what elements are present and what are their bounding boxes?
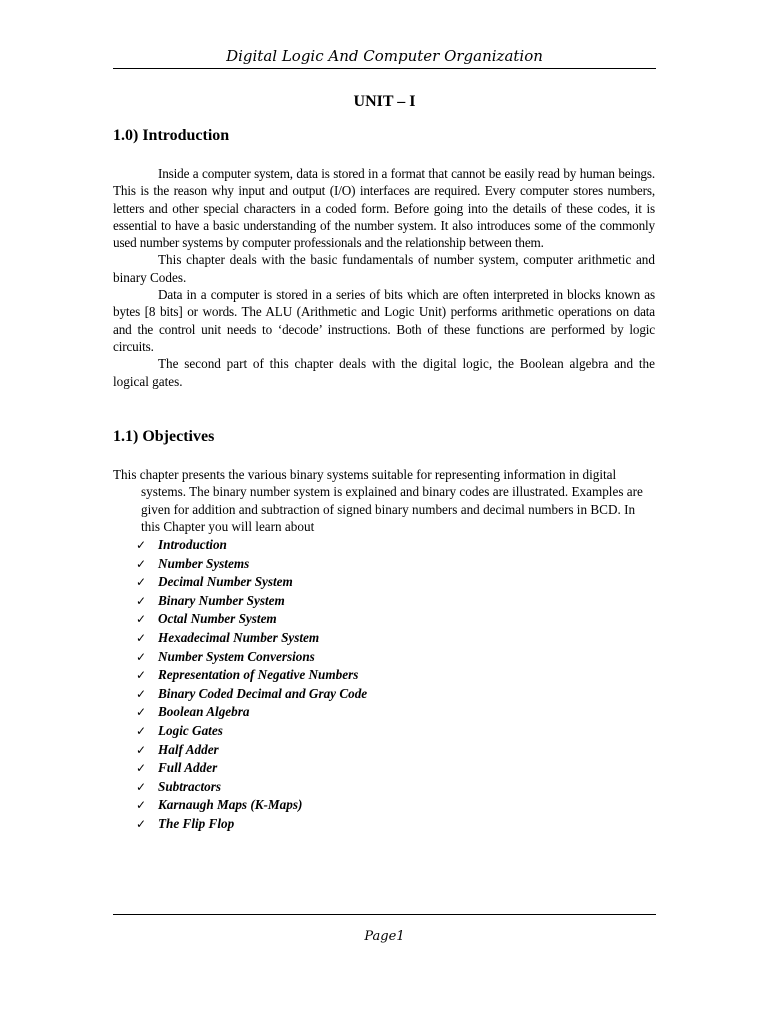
introduction-paragraph: Data in a computer is stored in a series of bits which are often interpreted in blocks known as bytes [8 bits] or words. The ALU (Arithmetic and Logic Unit) performs arithmetic operations on data and the control unit needs to ‘decode’ instructions. Both of these functions are performed by logic circuits. bbox=[113, 287, 655, 354]
checkmark-icon: ✓ bbox=[136, 798, 147, 813]
list-item bbox=[136, 610, 367, 629]
topic-label: Introduction bbox=[158, 537, 227, 552]
topic-label: Hexadecimal Number System bbox=[158, 629, 320, 645]
list-item bbox=[136, 685, 367, 704]
topic-label: Number System Conversions bbox=[158, 648, 315, 664]
topic-label: Octal Number System bbox=[158, 611, 277, 627]
list-item bbox=[136, 796, 367, 815]
list-item bbox=[136, 592, 367, 611]
topic-label: Binary Number System bbox=[158, 592, 285, 608]
introduction-paragraph: This chapter deals with the basic fundamentals of number system, computer arithmetic and binary Codes. bbox=[113, 252, 655, 285]
list-item bbox=[136, 815, 367, 834]
introduction-paragraph: The second part of this chapter deals with the digital logic, the Boolean algebra and the logical gates. bbox=[113, 356, 655, 389]
list-item bbox=[136, 666, 367, 685]
topic-label: Subtractors bbox=[158, 778, 222, 794]
unit-title: UNIT – I bbox=[353, 93, 416, 110]
checkmark-icon: ✓ bbox=[136, 686, 147, 701]
checkmark-icon: ✓ bbox=[136, 556, 147, 571]
list-item bbox=[136, 555, 367, 574]
checkmark-icon: ✓ bbox=[136, 779, 147, 794]
objectives-body bbox=[113, 466, 655, 535]
introduction-paragraph: Inside a computer system, data is stored in a format that cannot be easily read by human beings. This is the reason why input and output (I/O) interfaces are required. Every computer stores numbers, letters and other special characters in a coded form. Before going into the details of these codes, it is essential to have a basic understanding of the number system. It also introduces some of the commonly used number systems by computer professionals and the relationship between them. bbox=[113, 166, 655, 251]
topic-label: Boolean Algebra bbox=[158, 704, 250, 720]
topic-label: Logic Gates bbox=[158, 722, 223, 738]
list-item bbox=[136, 629, 367, 648]
list-item bbox=[136, 778, 367, 797]
running-header-title: Digital Logic And Computer Organization bbox=[226, 47, 543, 65]
checkmark-icon: ✓ bbox=[136, 612, 147, 627]
checkmark-icon: ✓ bbox=[136, 538, 147, 552]
topic-label: The Flip Flop bbox=[158, 815, 235, 831]
checkmark-icon: ✓ bbox=[136, 705, 147, 720]
checkmark-icon: ✓ bbox=[136, 593, 147, 608]
topic-label: Decimal Number System bbox=[158, 574, 293, 590]
list-item bbox=[136, 573, 367, 592]
header-rule bbox=[113, 68, 656, 69]
checkmark-icon: ✓ bbox=[136, 630, 147, 645]
topic-label: Half Adder bbox=[158, 741, 219, 757]
topic-label: Karnaugh Maps (K-Maps) bbox=[158, 797, 303, 813]
checkmark-icon: ✓ bbox=[136, 761, 147, 776]
page-number: Page1 bbox=[364, 929, 405, 944]
objectives-heading: 1.1) Objectives bbox=[113, 428, 215, 445]
introduction-body bbox=[113, 165, 655, 390]
introduction-heading: 1.0) Introduction bbox=[113, 127, 230, 144]
checkmark-icon: ✓ bbox=[136, 668, 147, 683]
topic-label: Full Adder bbox=[158, 760, 218, 776]
checkmark-icon: ✓ bbox=[136, 575, 147, 590]
list-item bbox=[136, 703, 367, 722]
list-item bbox=[136, 536, 367, 555]
checkmark-icon: ✓ bbox=[136, 723, 147, 738]
list-item bbox=[136, 648, 367, 667]
topic-label: Representation of Negative Numbers bbox=[158, 667, 359, 683]
footer-rule bbox=[113, 914, 656, 915]
objectives-topic-list bbox=[136, 536, 367, 834]
objectives-intro-paragraph: This chapter presents the various binary systems suitable for representing information in digital systems. The binary number system is explained and binary codes are illustrated. Examples are given for addition and subtraction of signed binary numbers and decimal numbers in BCD. In this Chapter you will learn about bbox=[113, 467, 643, 534]
checkmark-icon: ✓ bbox=[136, 649, 147, 664]
list-item bbox=[136, 722, 367, 741]
list-item bbox=[136, 759, 367, 778]
list-item bbox=[136, 741, 367, 760]
topic-label: Number Systems bbox=[158, 555, 250, 571]
checkmark-icon: ✓ bbox=[136, 742, 147, 757]
topic-label: Binary Coded Decimal and Gray Code bbox=[158, 685, 368, 701]
checkmark-icon: ✓ bbox=[136, 816, 147, 831]
